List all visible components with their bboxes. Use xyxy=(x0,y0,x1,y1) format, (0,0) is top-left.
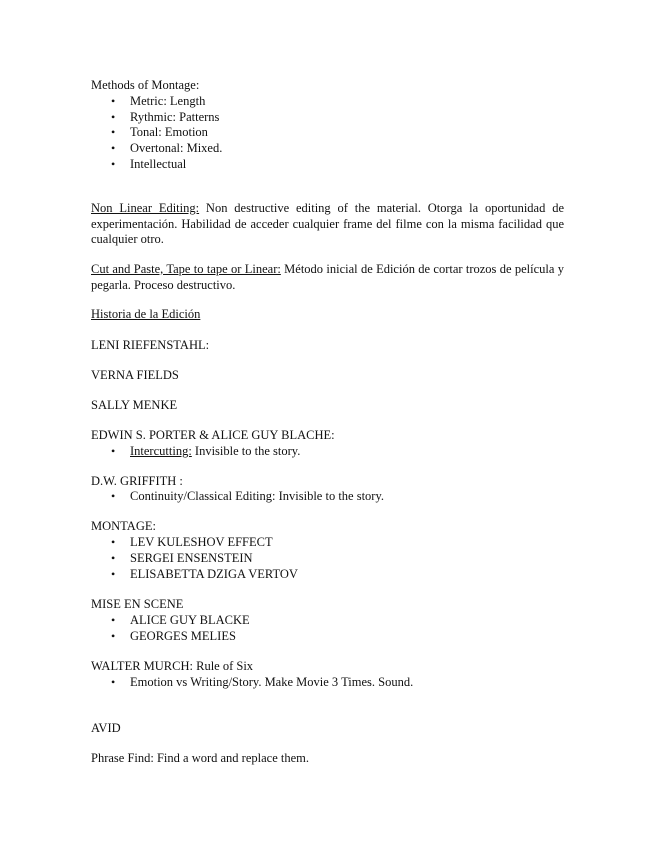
intercutting-text: Invisible to the story. xyxy=(191,444,301,458)
historia-heading-text: Historia de la Edición xyxy=(91,307,201,321)
bullet-icon: • xyxy=(111,613,116,627)
bullet-icon: • xyxy=(111,444,116,458)
historia-heading xyxy=(91,307,564,323)
bullet-icon: • xyxy=(111,551,116,565)
fields-heading: VERNA FIELDS xyxy=(91,368,179,382)
bullet-icon: • xyxy=(111,141,116,155)
bullet-icon: • xyxy=(111,535,116,549)
methods-item-label: Intellectual xyxy=(130,157,187,171)
methods-item-label: Overtonal: Mixed. xyxy=(130,141,223,155)
bullet-icon: • xyxy=(111,157,116,171)
porter-heading: EDWIN S. PORTER & ALICE GUY BLACHE: xyxy=(91,428,335,442)
methods-item-label: Metric: Length xyxy=(130,94,206,108)
mise-heading: MISE EN SCENE xyxy=(91,597,184,611)
murch-item-label: Emotion vs Writing/Story. Make Movie 3 Times. Sound. xyxy=(130,675,414,689)
intercutting-term: Intercutting: xyxy=(130,444,192,458)
nonlinear-paragraph xyxy=(91,201,564,248)
avid-heading: AVID xyxy=(91,721,121,735)
bullet-icon: • xyxy=(111,110,116,124)
montage-item-label: ELISABETTA DZIGA VERTOV xyxy=(130,567,298,581)
mise-item-label: ALICE GUY BLACKE xyxy=(130,613,250,627)
montage-heading: MONTAGE: xyxy=(91,519,156,533)
cutpaste-term: Cut and Paste, Tape to tape or Linear: xyxy=(91,262,281,276)
bullet-icon: • xyxy=(111,489,116,503)
mise-item-label: GEORGES MELIES xyxy=(130,629,236,643)
cutpaste-text: Método inicial de Edición de cortar trozos de película y pegarla. Proceso destructivo. xyxy=(91,262,565,292)
griffith-heading: D.W. GRIFFITH : xyxy=(91,474,183,488)
cutpaste-paragraph xyxy=(91,262,564,293)
bullet-icon: • xyxy=(111,567,116,581)
montage-item-label: SERGEI ENSENSTEIN xyxy=(130,551,253,565)
phrase-find-line: Phrase Find: Find a word and replace them. xyxy=(91,751,310,765)
nonlinear-term: Non Linear Editing: xyxy=(91,201,200,215)
riefenstahl-heading: LENI RIEFENSTAHL: xyxy=(91,338,210,352)
bullet-icon: • xyxy=(111,94,116,108)
nonlinear-text: Non destructive editing of the material. Otorga la oportunidad de experimentación. Habilidad de acceder cualquier frame del filme con la misma facilidad que cualquier otro. xyxy=(91,201,564,247)
bullet-icon: • xyxy=(111,675,116,689)
methods-item-label: Rythmic: Patterns xyxy=(130,110,220,124)
bullet-icon: • xyxy=(111,125,116,139)
methods-item-label: Tonal: Emotion xyxy=(130,125,208,139)
murch-heading: WALTER MURCH: Rule of Six xyxy=(91,659,254,673)
porter-item-content xyxy=(130,444,300,460)
montage-item-label: LEV KULESHOV EFFECT xyxy=(130,535,273,549)
methods-heading: Methods of Montage: xyxy=(91,78,200,92)
griffith-item-label: Continuity/Classical Editing: Invisible to the story. xyxy=(130,489,385,503)
menke-heading: SALLY MENKE xyxy=(91,398,178,412)
bullet-icon: • xyxy=(111,629,116,643)
